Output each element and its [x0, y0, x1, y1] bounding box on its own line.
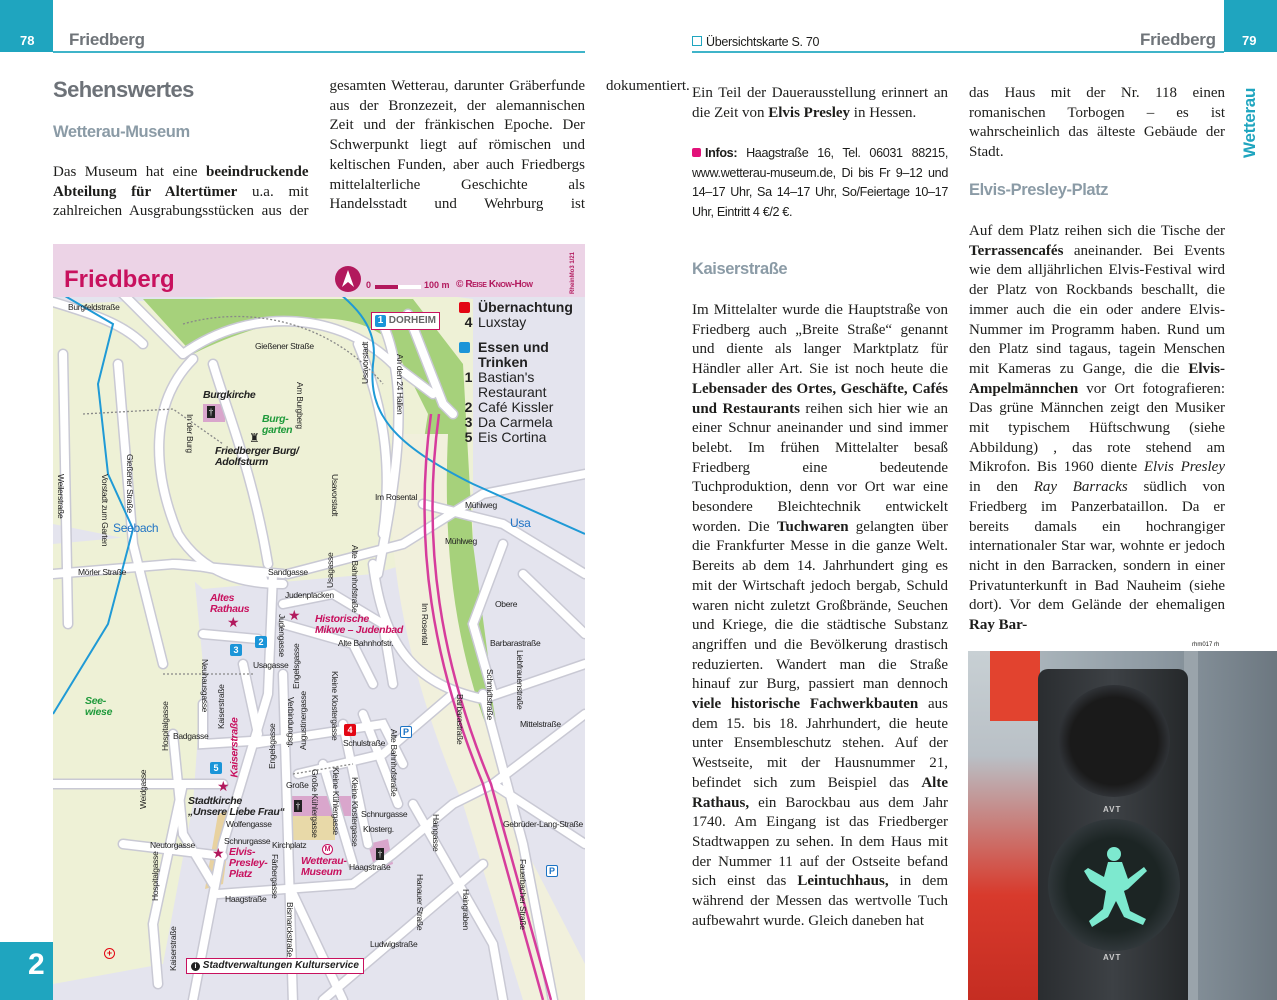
bold-text: Elvis Presley [768, 104, 851, 121]
map-street-label: Alte Bahnhofstr. [338, 638, 394, 648]
map-street-label: Burgfeldstraße [68, 302, 120, 312]
dorheim-number: 1 [375, 315, 386, 327]
running-head: Friedberg [69, 30, 145, 49]
dorheim-label: DORHEIM [388, 315, 437, 326]
text-run: Das Museum hat eine [53, 164, 206, 180]
text-run: Auf dem Platz reihen sich die Tische der [969, 223, 1225, 239]
tower-icon: ♜ [249, 431, 260, 445]
legend-item-number: 2 [464, 399, 473, 415]
text-run: ein Barockbau aus dem Jahr 1740. Am Eingang ist das Friedberger Stadtwappen zu sehen. In dem Haus mit der Nummer 11 auf der Ostseite befand sich einst das [692, 794, 948, 890]
map-street-label: Badgasse [173, 731, 209, 741]
traffic-light-housing [1038, 669, 1188, 1000]
header-rule [692, 51, 1224, 53]
elvis-figure-icon [1048, 819, 1180, 951]
bold-text: Elvis-Ampelmännchen [969, 360, 1225, 397]
church-icon: † [377, 849, 383, 859]
bold-text: Leintuchhaus, [797, 873, 889, 890]
map-park-label: Burg- garten [262, 413, 293, 436]
map-street-label: Klosterg. [363, 824, 394, 834]
map-street-label: Engelsgasse [291, 643, 301, 689]
map-street-label: Alte Bahnhofstraße [389, 729, 399, 797]
header-rule [53, 51, 585, 53]
scale-bar [375, 285, 421, 289]
map-street-label: Im Rosental [420, 603, 430, 646]
museum-icon: M [322, 844, 333, 855]
map-street-label: Usavorstadt [360, 341, 370, 384]
map-street-label: Usagasse [253, 660, 289, 670]
text-run: aus dem 15. bis 18. Jahrhundert, die heute unter Ensembleschutz stehen. Auf der Westseite, mit der Hausnummer 21, befindet sich zum Beispiel das [692, 696, 948, 791]
map-code: RheinMo3 1/21 [570, 251, 576, 294]
restaurant-marker-2[interactable]: 2 [255, 636, 267, 648]
info-callout[interactable] [186, 958, 364, 974]
info-label: Infos: [705, 146, 738, 160]
heading-kaiserstrasse: Kaiserstraße [692, 260, 788, 278]
map-poi-label: Burgkirche [203, 389, 256, 401]
map-poi-label[interactable]: Altes Rathaus [210, 592, 250, 615]
map-street-label: Große [286, 780, 309, 790]
legend-item-number: 3 [464, 414, 473, 430]
map-street-label: Weilerstraße [56, 474, 66, 519]
map-street-label: Mörler Straße [78, 567, 127, 577]
dorheim-callout[interactable] [371, 312, 440, 330]
map-street-label: Kaiserstraße [216, 684, 226, 729]
legend-section-title: Übernachtung [478, 299, 573, 315]
overview-map-ref[interactable] [692, 35, 819, 49]
paragraph-elvis-platz [969, 222, 1225, 636]
info-icon: i [191, 962, 200, 971]
legend-item-number: 5 [464, 429, 473, 445]
map-street-label: Hospitalgasse [150, 851, 160, 901]
paragraph-kaiserstrasse [692, 301, 948, 932]
page-number: 79 [1242, 33, 1257, 48]
bold-text: Tuchwaren [776, 518, 849, 535]
map-street-label: Haingasse [431, 814, 441, 852]
map-street-label: Hospitalgasse [160, 701, 170, 751]
legend-item-name: Café Kissler [478, 399, 554, 415]
page-number: 78 [20, 33, 35, 48]
text-run: reihen sich hier wie an einer Schnur aneinander und sind immer belebt. Im frühen Mittelalter besaß Friedberg eine bedeutende Tuchproduktion, denn vor Ort war eine besondere Bleichtechnik entwickelt worden. Die [692, 400, 949, 535]
bold-text: viele historische Fachwerkbauten [692, 696, 919, 713]
map-park-label: See- wiese [85, 695, 113, 718]
text-run: in dem während der Messen das wertvolle Tuch aufbewahrt wurde. Gleich daneben hat [692, 873, 948, 929]
overview-ref-label: Übersichtskarte S. 70 [706, 35, 820, 49]
info-bullet-icon [692, 148, 701, 157]
text-run: vor Ort fotografieren: Das grüne Männchen zeigt den Musiker mit typischem Hüftschwung (siehe Abbildung) , das rote stehend am Mikrofon. Bis 1960 diente [969, 380, 1225, 476]
map-street-label: Haingraben [461, 889, 471, 930]
legend-item[interactable] [459, 415, 585, 430]
map-street-label: Kaiserstraße [168, 926, 178, 971]
map-street-label: Obere [495, 599, 518, 609]
map-street-label: Mühlweg [465, 500, 497, 510]
map-street-label: Engelsgasse [267, 723, 277, 769]
scale-end: 100 m [424, 280, 450, 290]
legend-item-number: 4 [464, 314, 473, 330]
map-street-label: Kirchplatz [272, 840, 307, 850]
map-street-label: Haagstraße [349, 862, 391, 872]
map-street-label: In der Burg [185, 414, 195, 453]
scale-start: 0 [366, 280, 372, 290]
map-street-label: Hanauer Straße [415, 874, 425, 931]
map-road [523, 574, 585, 634]
map-street-label: Alte Bahnhofstraße [350, 545, 360, 613]
map-street-label: Verbindungsg. [286, 697, 296, 748]
legend-item-name: Bastian's Restaurant [478, 369, 547, 400]
map-street-label: Vorstadt zum Garten [100, 474, 110, 547]
text-run: gelangten über die Frankfurter Messe in die ganze Welt. Bereits ab dem 14. Jahrhundert ging es mit der Wirtschaft jedoch bergab, Schuld waren nicht zuletzt Großbrände, Seuchen und Kriege, die die städtische Substanz angriffen und die Bevölkerung drastisch reduzierten. Wandert man die Straße hinauf zur Burg, passiert man dennoch [692, 518, 948, 693]
map-street-label: Barbarastraße [455, 694, 465, 745]
map-water-label: Usa [510, 516, 531, 530]
legend-color-swatch [459, 302, 470, 313]
square-icon [692, 36, 702, 46]
map-poi-label[interactable]: Historische Mikwe – Judenbad [315, 613, 403, 636]
star-icon: ★ [288, 609, 301, 624]
map-street-label: Mittelstraße [520, 719, 561, 729]
map-street-label: Sandgasse [268, 567, 308, 577]
map-street-label: Schmidtstraße [485, 669, 495, 720]
hotel-marker-4[interactable]: 4 [344, 724, 356, 736]
map-street-label: Schnurgasse [224, 836, 271, 846]
star-icon: ★ [212, 847, 225, 862]
map-street-label: Wolfengasse [226, 819, 272, 829]
legend-item[interactable] [459, 430, 585, 445]
running-head: Friedberg [1140, 30, 1216, 49]
map-street-label: Weidgasse [138, 769, 148, 809]
map-street-label: Gießener Straße [125, 454, 135, 513]
section-heading: Sehenswertes [53, 77, 194, 102]
church-icon: † [295, 801, 301, 811]
legend-item-number: 1 [464, 369, 473, 385]
text-run: Ein Teil der Dauerausstellung erinnert an die Zeit von [692, 85, 948, 121]
map-road [203, 634, 258, 639]
text-run: südlich von Friedberg im Panzerbataillon. Da er bereits damals ein hochrangiger internationaler Star war, wohnte er jedoch nicht in den Barracken, sondern in einer Privatunterkunft in Bad Nauheim (siehe dort). Vor dem Gelände der ehemaligen [969, 479, 1225, 614]
map-copyright: © Reise Know-How [456, 279, 533, 290]
italic-text: Elvis Presley [1143, 459, 1225, 476]
map-street-label: Gießener Straße [255, 341, 314, 351]
green-light [1048, 819, 1180, 951]
legend-item[interactable] [459, 315, 585, 330]
page-number-tab [0, 0, 53, 52]
map-street-label: Judengasse [277, 614, 287, 657]
map-street-label: Kleine Klostergasse [330, 671, 340, 741]
map-street-label: Usavorstadt [330, 474, 340, 517]
info-text: Haagstraße 16, Tel. 06031 88215, www.wetterau-museum.de, Di bis Fr 9–12 und 14–17 Uhr, Sa 14–17 Uhr, So/Feiertage 10–17 Uhr, Eintritt 4 €/2 €. [692, 146, 948, 219]
paragraph-exhibition [692, 84, 948, 123]
star-icon: ★ [217, 780, 230, 795]
chapter-number: 2 [28, 948, 45, 981]
bold-text: Lebensader des Ortes, Geschäfte, Cafés und Restaurants [692, 380, 948, 417]
info-block [692, 144, 948, 222]
restaurant-marker-3[interactable]: 3 [230, 644, 242, 656]
photo-credit: rhm017 rh [1192, 642, 1220, 648]
star-icon: ★ [227, 616, 240, 631]
italic-text: Ray Barracks [1033, 479, 1128, 496]
brand-label-bottom: AVT [1103, 953, 1122, 962]
map-road [293, 894, 343, 1000]
text-run: Im Mittelalter wurde die Hauptstraße von Friedberg auch „Breite Straße“ genannt und diente als langer Marktplatz für Händler aller Art. Sie ist noch heute die [692, 302, 948, 378]
map-poi-label: Friedberger Burg/ Adolfsturm [215, 445, 299, 468]
map-street-label: Augustinergasse [298, 691, 308, 750]
map-street-label: Schulstraße [343, 738, 386, 748]
legend-section [459, 300, 585, 330]
text-run: aneinander. Bei Events wie dem alljährlichen Elvis-Festival wird der Platz von Rockbands beschallt, die immer auch die ein oder andere Elvis-Nummer im Programm haben. Rund um den Platz sind tagaus, tagein Menschen mit Kameras zu Gange, die die [969, 242, 1225, 377]
side-tab-label: Wetterau [1240, 87, 1259, 158]
map-street-label: Neutorgasse [150, 840, 195, 850]
hospital-icon: + [104, 948, 115, 959]
bold-text: Terrassencafés [969, 242, 1064, 259]
chapter-tab[interactable] [0, 942, 53, 1000]
map-street-label: Ludwigstraße [370, 939, 418, 949]
parking-icon: P [546, 865, 558, 877]
left-page-text-columns [53, 77, 690, 227]
map-street-label: Gebrüder-Lang-Straße [503, 819, 583, 829]
legend-item-name: Luxstay [478, 314, 527, 330]
bold-text: Alte Rathaus, [692, 774, 948, 811]
map-street-label: Liebfrauenstraße [515, 650, 525, 710]
text-run: u.a. mit zahlreichen Ausgrabungsstücken aus der gesamten Wetterau, darunter Gräberfunde aus der Bronzezeit, der alemannischen Zeit und der fränkischen Epoche. Der Schwerpunkt liegt auf römischen und keltischen Funden, aber auch Friedbergs mittelalterliche Geschichte als Handelsstadt und Wehrburg ist dokumentiert. [53, 78, 690, 220]
map-street-label: Färbergasse [270, 854, 280, 899]
paragraph-oldest-building [969, 84, 1225, 163]
map-poi-label: Stadtkirche „Unsere Liebe Frau“ [188, 795, 285, 818]
map-street-label: An den 24 Hallen [395, 354, 405, 415]
map-street-label: Neuhausgasse [200, 659, 210, 713]
heading-elvis-presley-platz: Elvis-Presley-Platz [969, 181, 1109, 199]
map-street-label: Große Kühlergasse [310, 769, 320, 838]
text-run: das Haus mit der Nr. 118 einen romanischen Torbogen – es ist wahrscheinlich das älteste Gebäude der Stadt. [969, 85, 1225, 161]
map-street-label: Im Rosental [375, 492, 418, 502]
red-light [1058, 685, 1170, 797]
map-title: Friedberg [64, 266, 175, 293]
brand-label-top: AVT [1103, 805, 1122, 814]
map-header [53, 244, 585, 297]
map-street-label: Kleine Kühlergasse [331, 767, 341, 835]
restaurant-marker-5[interactable]: 5 [210, 762, 222, 774]
bold-text: beeindruckende Abteilung für Altertümer [53, 164, 309, 200]
legend-section [459, 340, 585, 445]
map-street-label: Am Burgberg [295, 382, 305, 429]
map-street-label: Bismarckstraße [285, 902, 295, 957]
legend-item-name: Eis Cortina [478, 429, 547, 445]
page-number-tab [1224, 0, 1277, 52]
map-poi-label[interactable]: Elvis- Presley- Platz [229, 846, 268, 880]
text-run: in den [969, 479, 1034, 496]
map-street-label: Judenplacken [285, 590, 334, 600]
map-street-label: Kleine Klostergasse [350, 777, 360, 847]
legend-item[interactable] [459, 400, 585, 415]
map-poi-label[interactable]: Kaiserstraße [228, 717, 241, 778]
map-street-label: Usagasse [325, 552, 335, 588]
map-street-label: Schnurgasse [361, 809, 408, 819]
north-arrow-icon [335, 266, 361, 292]
legend-color-swatch [459, 342, 470, 353]
info-callout-label: Stadtverwaltungen Kulturservice [202, 960, 359, 971]
parking-icon: P [400, 726, 412, 738]
map-street-label: Barbarastraße [490, 638, 541, 648]
legend-section-title: Essen und Trinken [478, 339, 549, 370]
map-street-label: Fauerbacher Straße [518, 859, 528, 930]
church-icon: † [208, 407, 214, 417]
legend-item-name: Da Carmela [478, 414, 553, 430]
map-water-label: Seebach [113, 521, 159, 535]
photo-elvis-traffic-light [968, 651, 1277, 1000]
map-legend [459, 300, 585, 455]
subheading: Wetterau-Museum [53, 123, 190, 141]
text-run: in Hessen. [850, 104, 917, 121]
map-poi-label[interactable]: Wetterau- Museum [301, 855, 347, 878]
legend-item[interactable] [459, 370, 585, 400]
map-street-label: Haagstraße [225, 894, 267, 904]
map-street-label: Mühlweg [445, 536, 477, 546]
bold-text: Ray Bar- [969, 617, 1028, 634]
city-map [53, 244, 585, 1000]
